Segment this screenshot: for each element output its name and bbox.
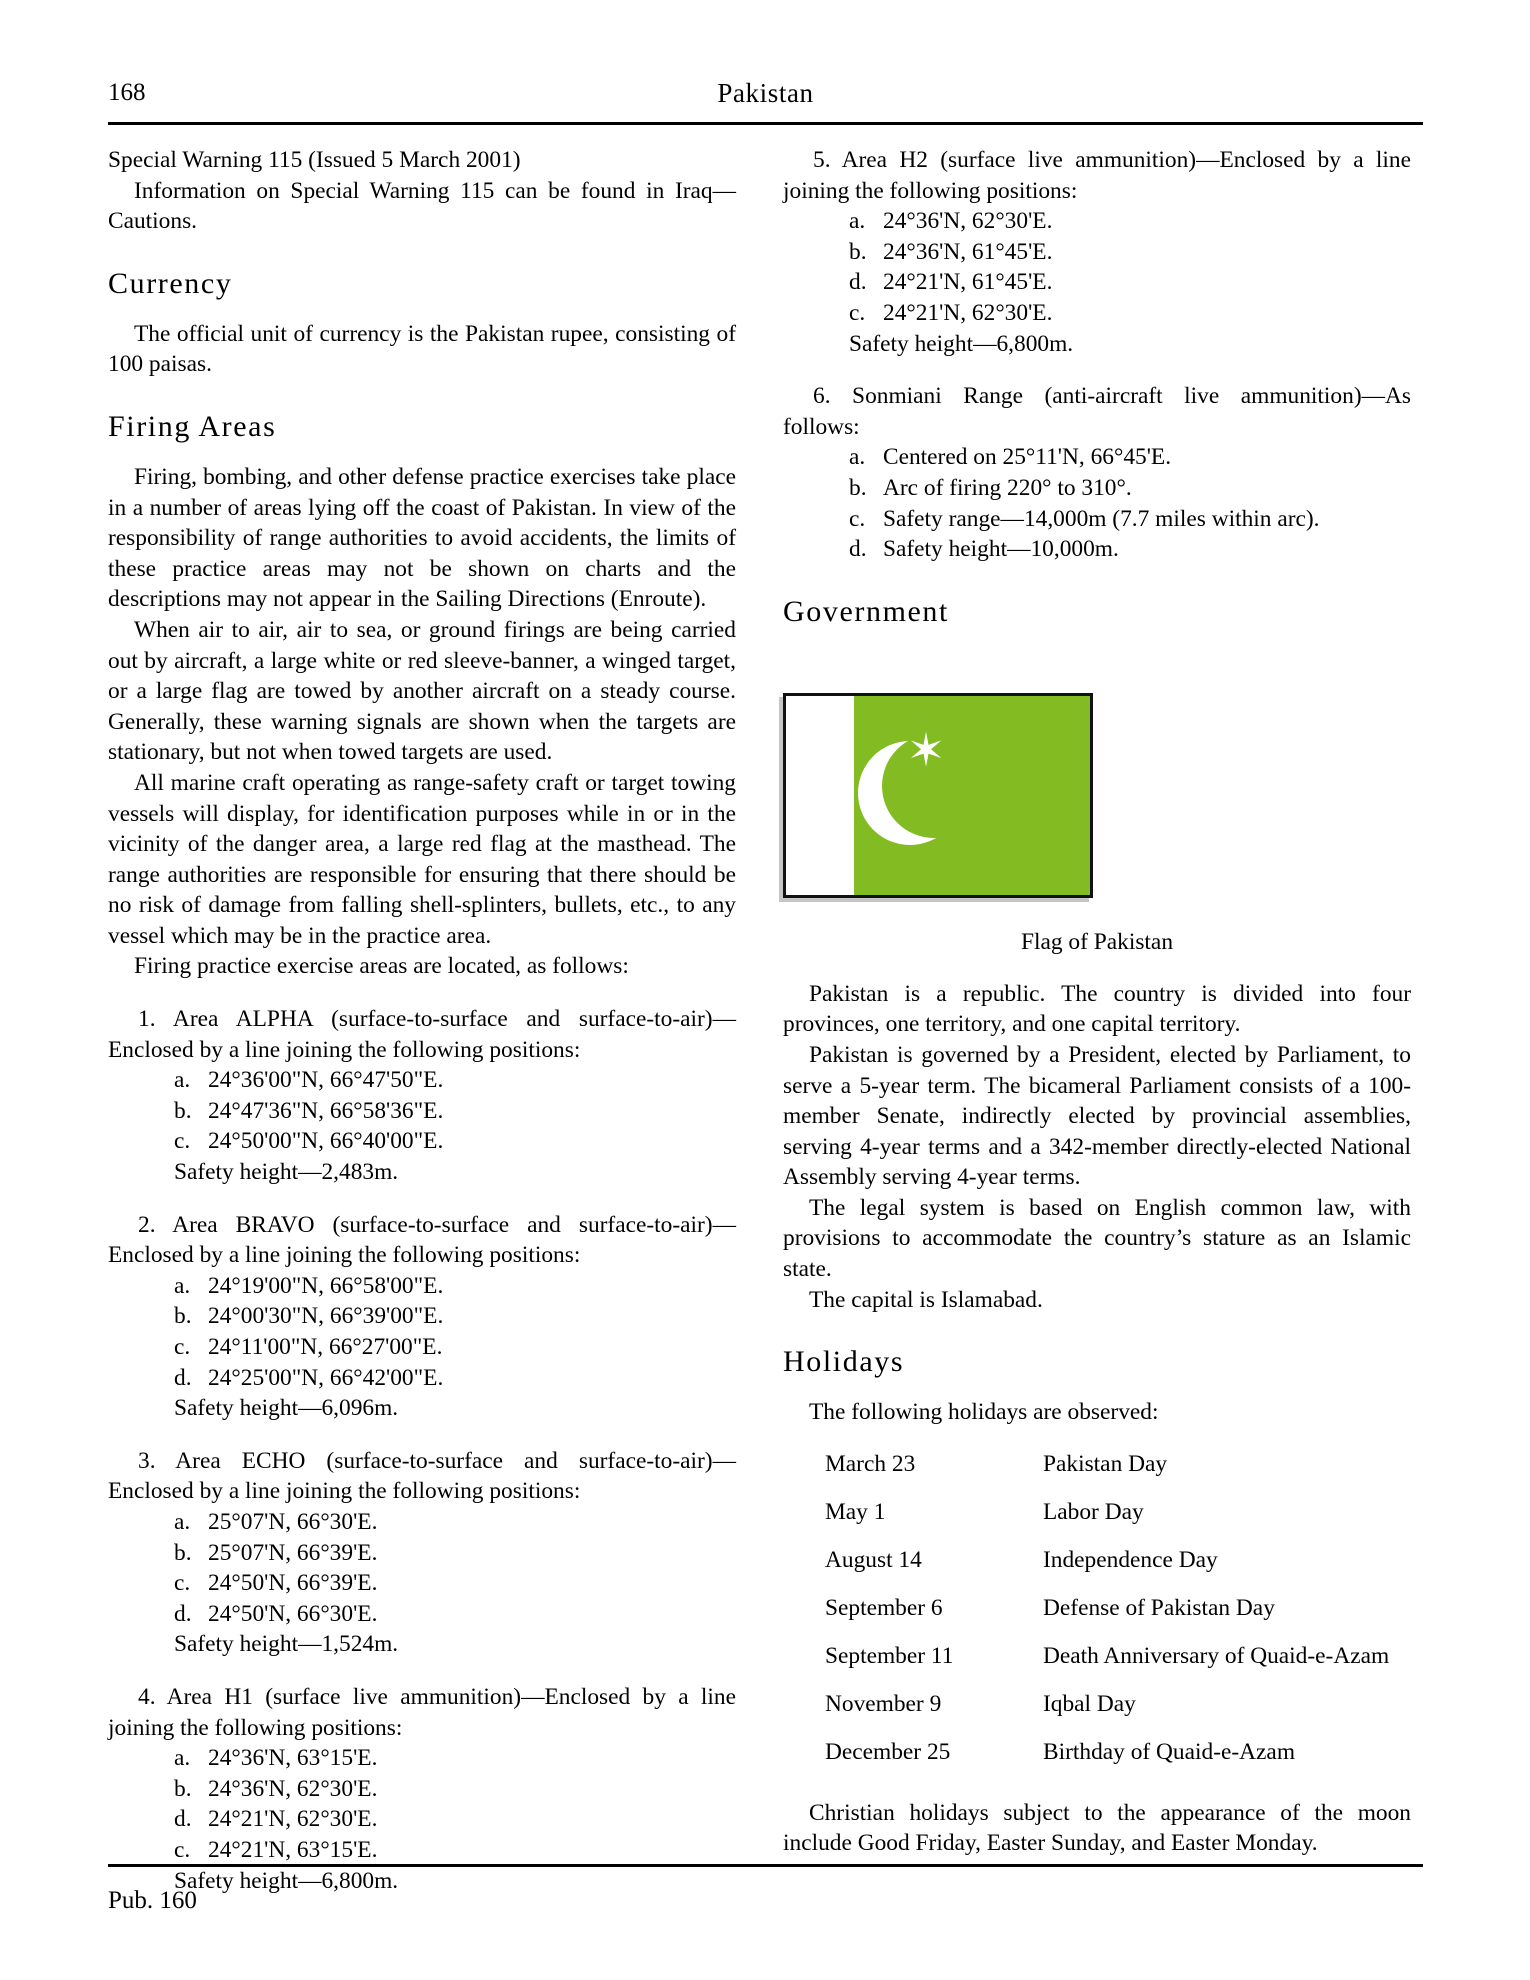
firing-area-position [108,1599,736,1630]
government-paragraph-4: The capital is Islamabad. [809,1286,1043,1313]
firing-area-position [783,442,1411,473]
firing-area-position [783,267,1411,298]
position-marker: d. [849,269,867,296]
holiday-date: November 9 [825,1690,942,1717]
firing-area-position [783,473,1411,504]
table-row [783,1728,1411,1776]
right-column [783,145,1411,1859]
holiday-name: Labor Day [1043,1498,1144,1525]
position-value: 24°21'N, 63°15'E. [208,1836,378,1863]
firing-area-position [783,534,1411,565]
holidays-note: Christian holidays subject to the appearance of the moon include Good Friday, Easter Sunday, and Easter Monday. [783,1799,1411,1857]
firing-area-position [108,1271,736,1302]
position-marker: c. [849,505,866,532]
firing-area-heading: 3. Area ECHO (surface-to-surface and surface-to-air)—Enclosed by a line joining the following positions: [108,1447,736,1505]
running-title: Pakistan [717,78,814,108]
position-value: 24°50'N, 66°39'E. [208,1570,378,1597]
position-value: Safety range—14,000m (7.7 miles within arc). [883,505,1320,532]
special-warning-title: Special Warning 115 (Issued 5 March 2001) [108,147,521,173]
firing-area-position [783,298,1411,329]
position-value: 25°07'N, 66°39'E. [208,1539,378,1566]
position-marker: a. [849,444,866,471]
holiday-date: December 25 [825,1738,951,1765]
firing-area-position [108,1507,736,1538]
position-value: 24°50'00"N, 66°40'00"E. [208,1128,444,1155]
firing-area-block [783,145,1411,359]
firing-area-position [108,1363,736,1394]
position-marker: d. [174,1806,192,1833]
pakistan-flag-icon [783,693,1093,898]
firing-area-safety: Safety height—1,524m. [174,1631,399,1658]
holiday-date: September 11 [825,1642,954,1669]
firing-area-position [783,206,1411,237]
firing-area-block [783,381,1411,565]
holiday-date: September 6 [825,1594,943,1621]
table-row [783,1488,1411,1536]
position-value: 24°36'N, 61°45'E. [883,238,1053,265]
firing-area-position [108,1096,736,1127]
firing-area-position [108,1126,736,1157]
position-marker: b. [174,1775,192,1802]
footer-rule [108,1864,1423,1867]
position-marker: a. [174,1272,191,1299]
position-marker: a. [174,1067,191,1094]
firing-area-safety: Safety height—6,800m. [849,330,1074,357]
firing-area-heading: 6. Sonmiani Range (anti-aircraft live ammunition)—As follows: [783,383,1411,440]
firing-area-safety: Safety height—6,800m. [174,1867,399,1894]
firing-area-position [108,1835,736,1866]
header-rule [108,122,1423,125]
holiday-name: Pakistan Day [1043,1450,1168,1477]
firing-area-block [108,1446,736,1660]
firing-area-safety: Safety height—6,096m. [174,1395,399,1422]
position-value: 24°21'N, 62°30'E. [883,299,1053,326]
firing-paragraph-2: When air to air, air to sea, or ground firings are being carried out by aircraft, a large white or red sleeve-banner, a winged target, or a large flag are towed by another aircraft on a steady course. Generally, these warning signals are shown when the targets are stationary, but not when towed targets are used. [108,616,736,766]
position-value: Centered on 25°11'N, 66°45'E. [883,444,1172,471]
firing-paragraph-1: Firing, bombing, and other defense practice exercises take place in a number of areas lying off the coast of Pakistan. In view of the responsibility of range authorities to avoid accidents, the limits of these practice areas may not be shown on charts and the descriptions may not appear in the Sailing Directions (Enroute). [108,463,736,613]
government-paragraph-3: The legal system is based on English common law, with provisions to accommodate the country’s stature as an Islamic state. [783,1194,1411,1283]
firing-area-heading: 1. Area ALPHA (surface-to-surface and surface-to-air)—Enclosed by a line joining the following positions: [108,1006,736,1063]
table-row [783,1632,1411,1680]
position-value: 24°36'N, 62°30'E. [208,1775,378,1802]
holiday-date: March 23 [825,1450,916,1477]
position-value: 24°36'N, 62°30'E. [883,208,1053,235]
position-marker: d. [174,1600,192,1627]
position-marker: d. [849,536,867,563]
firing-area-safety: Safety height—2,483m. [174,1159,399,1186]
position-marker: c. [174,1334,191,1360]
table-row [783,1440,1411,1488]
publication-number: Pub. 160 [108,1887,197,1914]
position-marker: a. [174,1745,191,1772]
position-marker: c. [174,1836,191,1863]
holiday-name: Iqbal Day [1043,1690,1136,1717]
heading-firing-areas: Firing Areas [108,409,277,443]
holidays-intro: The following holidays are observed: [809,1399,1159,1426]
position-value: 24°00'30"N, 66°39'00"E. [208,1303,444,1330]
heading-currency: Currency [108,266,233,300]
firing-area-heading: 4. Area H1 (surface live ammunition)—Enclosed by a line joining the following positions: [108,1683,736,1741]
firing-area-position [108,1743,736,1774]
flag-illustration [783,693,1411,913]
firing-area-heading: 5. Area H2 (surface live ammunition)—Enclosed by a line joining the following positions: [783,147,1411,204]
position-value: Safety height—10,000m. [883,536,1119,563]
position-marker: b. [849,238,867,265]
position-marker: c. [174,1570,191,1597]
holiday-name: Independence Day [1043,1546,1218,1573]
firing-area-position [108,1065,736,1096]
position-value: 24°36'00"N, 66°47'50"E. [208,1067,444,1094]
firing-area-block [108,1004,736,1188]
firing-area-position [108,1774,736,1805]
position-value: 24°11'00"N, 66°27'00"E. [208,1334,443,1360]
position-marker: b. [174,1539,192,1566]
table-row [783,1536,1411,1584]
firing-area-position [108,1538,736,1569]
position-marker: b. [174,1097,192,1124]
government-paragraph-2: Pakistan is governed by a President, elected by Parliament, to serve a 5-year term. The bicameral Parliament consists of a 100-member Senate, indirectly elected by provincial assemblies, serving 4-year terms and a 342-member directly-elected National Assembly serving 4-year terms. [783,1041,1411,1191]
holiday-name: Defense of Pakistan Day [1043,1594,1275,1621]
heading-government: Government [783,594,949,628]
position-marker: a. [849,208,866,235]
firing-area-position [108,1804,736,1835]
holiday-name: Death Anniversary of Quaid-e-Azam [1043,1642,1390,1669]
position-marker: d. [174,1364,192,1391]
position-value: 24°36'N, 63°15'E. [208,1745,378,1772]
firing-area-position [108,1568,736,1599]
firing-paragraph-3: All marine craft operating as range-safety craft or target towing vessels will display, for identification purposes while in or in the vicinity of the danger area, a large red flag at the masthead. The range authorities are responsible for ensuring that there should be no risk of damage from falling shell-splinters, bullets, etc., to any vessel which may be in the practice area. [108,769,736,949]
firing-paragraph-4: Firing practice exercise areas are located, as follows: [134,953,629,980]
flag-caption: Flag of Pakistan [1020,928,1174,955]
firing-area-position [108,1332,736,1363]
position-value: 24°21'N, 61°45'E. [883,269,1053,296]
position-value: Arc of firing 220° to 310°. [883,474,1132,501]
position-marker: b. [849,474,867,501]
page-number: 168 [108,79,146,106]
holiday-date: August 14 [825,1546,922,1573]
position-marker: c. [849,299,866,326]
running-head [108,78,1423,112]
holiday-name: Birthday of Quaid-e-Azam [1043,1738,1296,1765]
position-value: 24°50'N, 66°30'E. [208,1600,378,1627]
star-icon: ✶ [906,724,946,776]
firing-area-position [783,504,1411,535]
government-paragraph-1: Pakistan is a republic. The country is divided into four provinces, one territory, and one capital territory. [783,980,1411,1038]
position-marker: b. [174,1303,192,1330]
position-marker: c. [174,1128,191,1155]
firing-area-heading: 2. Area BRAVO (surface-to-surface and surface-to-air)—Enclosed by a line joining the following positions: [108,1211,736,1269]
position-marker: a. [174,1508,191,1535]
position-value: 24°21'N, 62°30'E. [208,1806,378,1833]
table-row [783,1584,1411,1632]
table-row [783,1680,1411,1728]
position-value: 24°25'00"N, 66°42'00"E. [208,1364,444,1391]
heading-holidays: Holidays [783,1345,905,1379]
currency-body: The official unit of currency is the Pakistan rupee, consisting of 100 paisas. [108,320,736,378]
holidays-table [783,1440,1411,1776]
position-value: 24°47'36"N, 66°58'36"E. [208,1097,444,1124]
position-value: 25°07'N, 66°30'E. [208,1508,378,1535]
firing-area-block [108,1210,736,1424]
position-value: 24°19'00"N, 66°58'00"E. [208,1272,444,1299]
firing-area-position [783,237,1411,268]
holiday-date: May 1 [825,1498,886,1525]
special-warning-body: Information on Special Warning 115 can be found in Iraq—Cautions. [108,177,736,235]
left-column [108,145,736,1896]
firing-area-position [108,1301,736,1332]
